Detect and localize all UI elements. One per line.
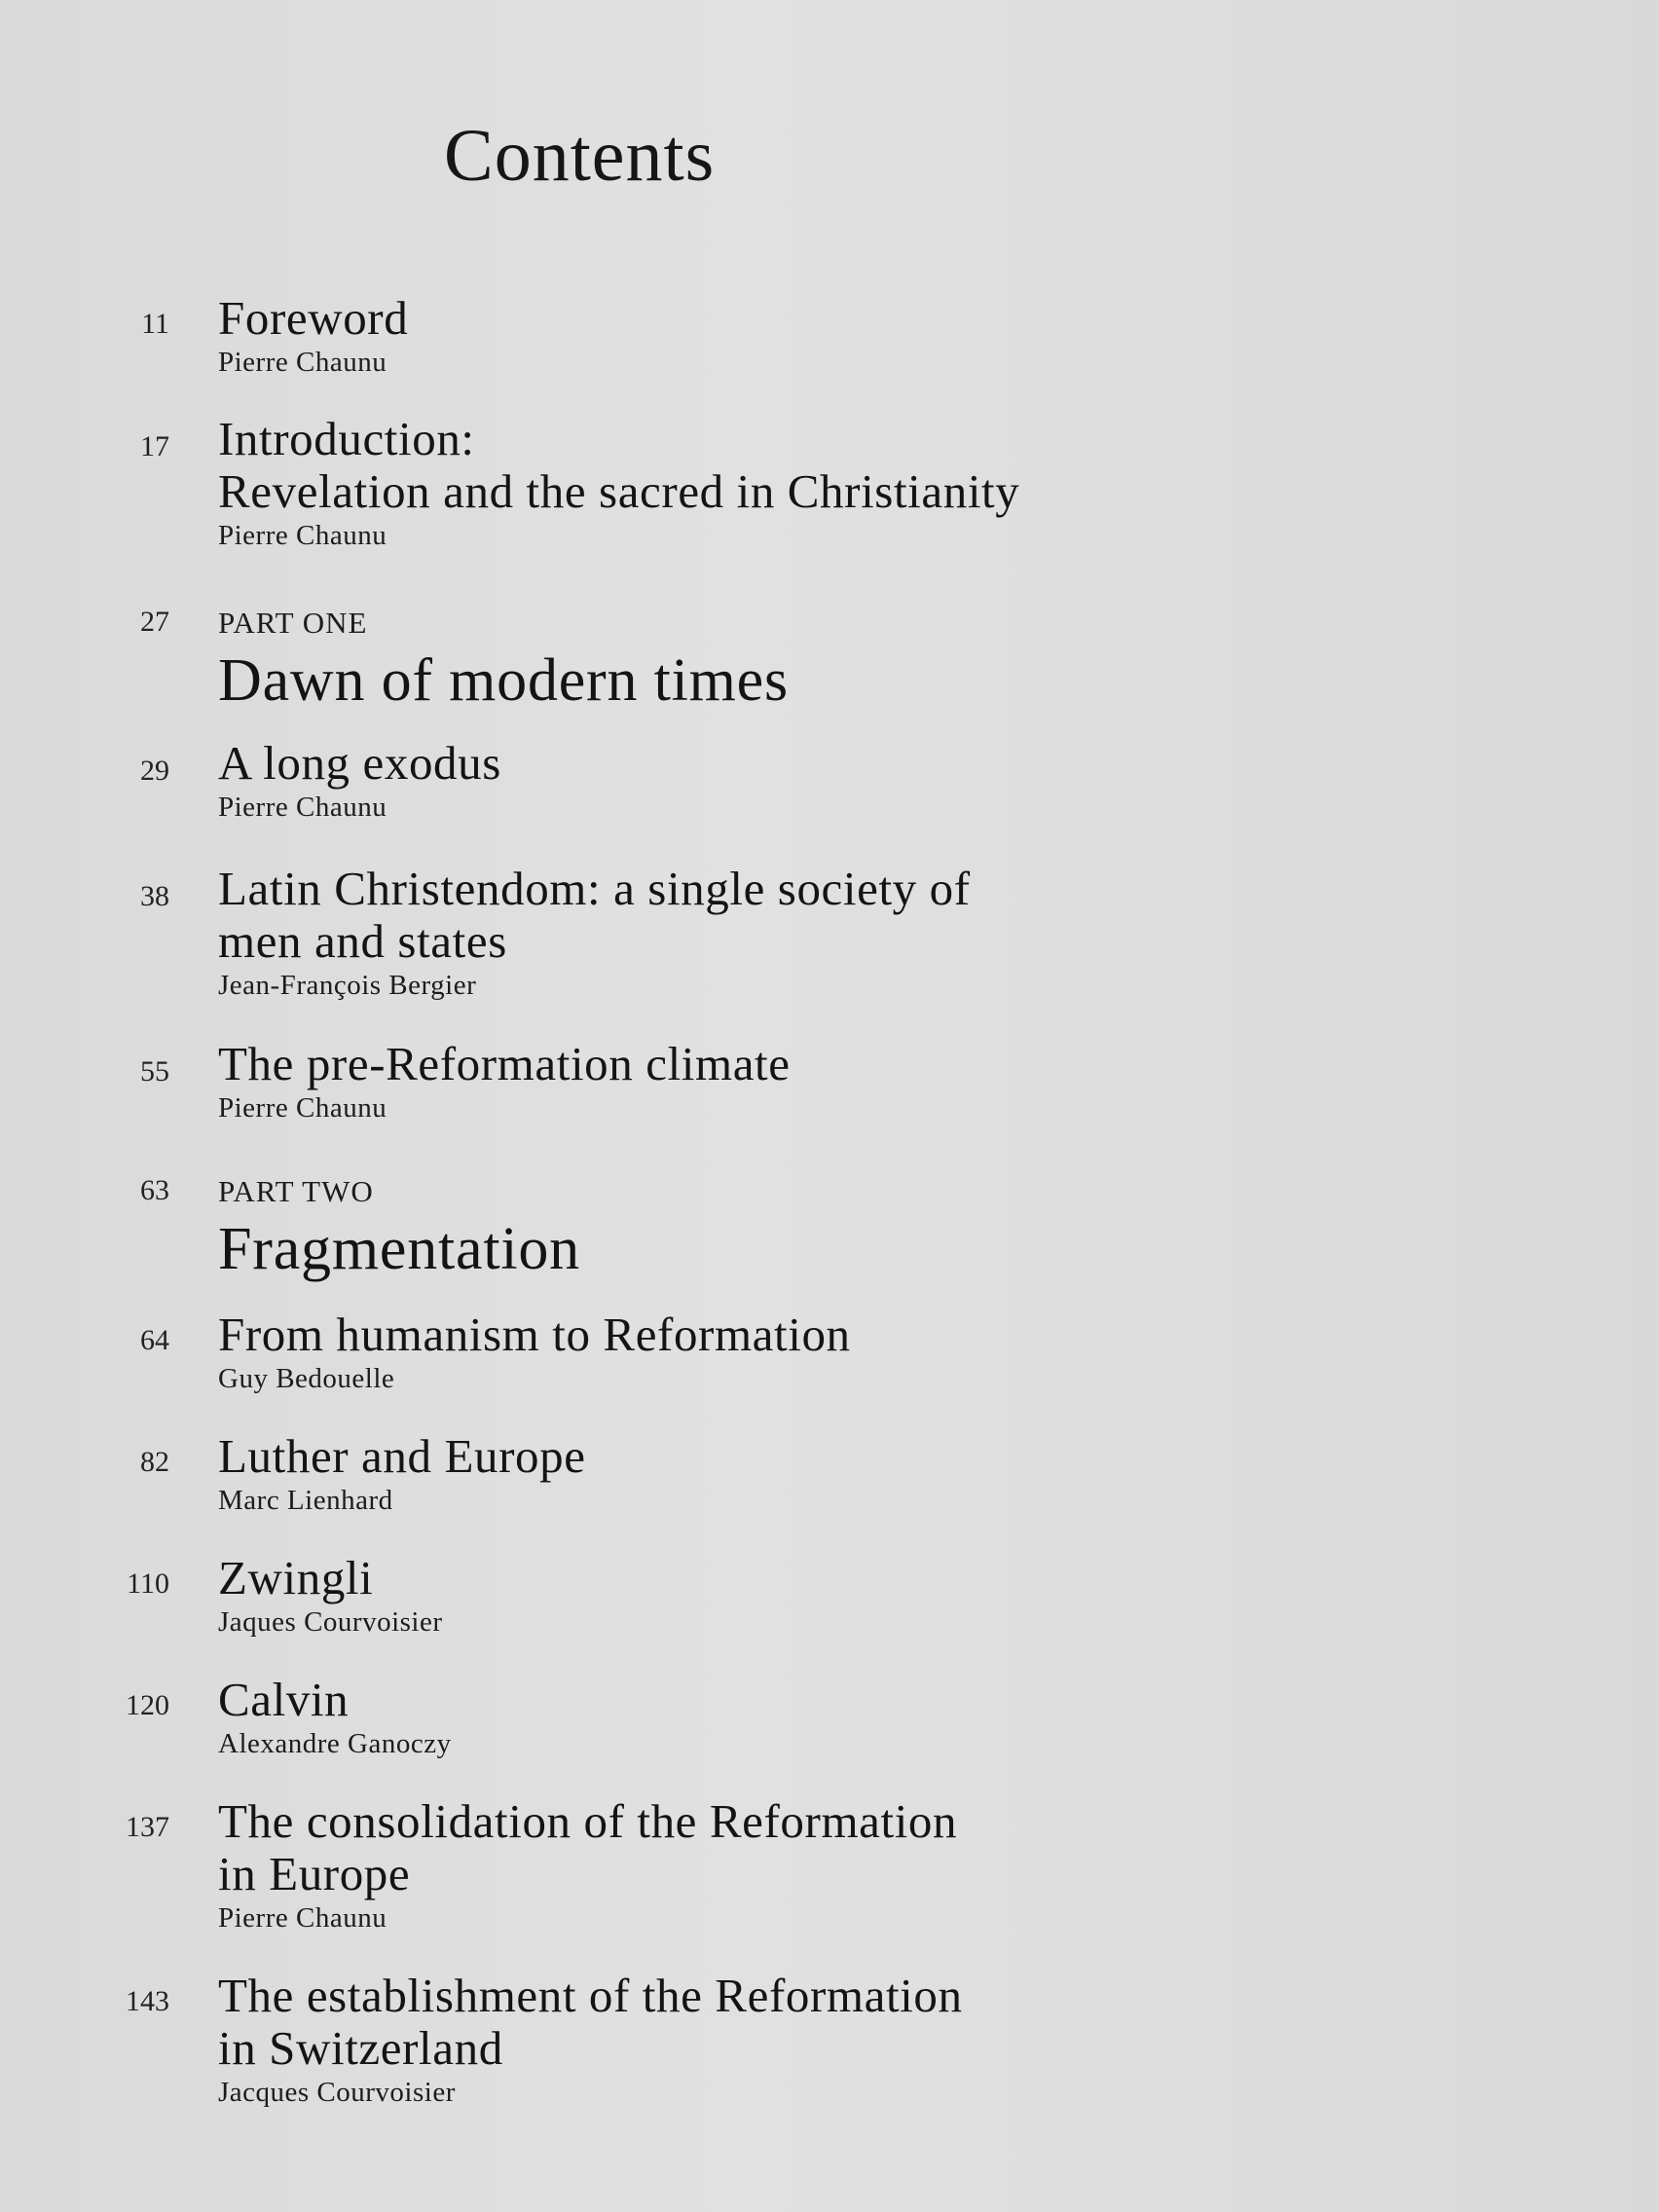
entry-author: Jean-François Bergier: [218, 970, 477, 1001]
entry-title-line: From humanism to Reformation: [218, 1308, 851, 1361]
entry-title: [218, 1430, 1386, 1483]
entry-author: Pierre Chaunu: [218, 520, 387, 551]
entry-author: Pierre Chaunu: [218, 1092, 387, 1124]
page-title: Contents: [444, 115, 716, 197]
entry-author: Pierre Chaunu: [218, 792, 387, 823]
page-number: 27: [140, 606, 169, 638]
page-number: 17: [140, 430, 169, 462]
entry-title: [218, 1795, 1386, 1900]
page-number: 64: [140, 1324, 169, 1356]
entry-author: Alexandre Ganoczy: [218, 1728, 452, 1759]
entry-title: [218, 737, 1386, 790]
entry-author: Jaques Courvoisier: [218, 1606, 443, 1638]
entry-title: [218, 1038, 1386, 1090]
entry-title-line: in Europe: [218, 1847, 411, 1900]
part-label: PART TWO: [218, 1174, 374, 1208]
entry-title-line: Revelation and the sacred in Christianity: [218, 464, 1020, 518]
entry-title-line: Zwingli: [218, 1551, 374, 1604]
entry-title-line: The consolidation of the Reformation: [218, 1794, 958, 1848]
entry-title: [218, 413, 1386, 518]
page-number: 110: [127, 1567, 169, 1600]
page-number: 63: [140, 1174, 169, 1206]
page-number: 120: [126, 1689, 169, 1721]
page-number: 11: [141, 308, 169, 340]
entry-author: Pierre Chaunu: [218, 347, 387, 378]
entry-author: Marc Lienhard: [218, 1485, 393, 1516]
entry-title-line: Foreword: [218, 291, 409, 345]
page-number: 143: [126, 1985, 169, 2017]
part-title: Dawn of modern times: [218, 647, 789, 714]
page-number: 137: [126, 1811, 169, 1843]
entry-title: [218, 1552, 1386, 1604]
part-title: Fragmentation: [218, 1216, 580, 1282]
entry-title: [218, 1970, 1386, 2075]
page-number: 38: [140, 880, 169, 912]
entry-title-line: The pre-Reformation climate: [218, 1037, 791, 1090]
page-number: 82: [140, 1446, 169, 1478]
entry-title-line: Calvin: [218, 1673, 350, 1726]
entry-author: Pierre Chaunu: [218, 1902, 387, 1934]
entry-title-line: Latin Christendom: a single society of: [218, 862, 971, 915]
entry-author: Guy Bedouelle: [218, 1363, 395, 1394]
entry-title-line: The establishment of the Reformation: [218, 1969, 963, 2022]
entry-title-line: Introduction:: [218, 412, 475, 465]
part-label: PART ONE: [218, 606, 368, 640]
entry-title-line: in Switzerland: [218, 2021, 503, 2075]
entry-title: [218, 863, 1386, 968]
page-number: 29: [140, 755, 169, 787]
entry-title-line: men and states: [218, 914, 507, 968]
entry-title-line: Luther and Europe: [218, 1429, 586, 1483]
entry-title: [218, 1309, 1386, 1361]
entry-title: [218, 292, 1386, 345]
entry-title: [218, 1674, 1386, 1726]
page-number: 55: [140, 1055, 169, 1088]
entry-title-line: A long exodus: [218, 736, 501, 790]
entry-author: Jacques Courvoisier: [218, 2077, 456, 2108]
